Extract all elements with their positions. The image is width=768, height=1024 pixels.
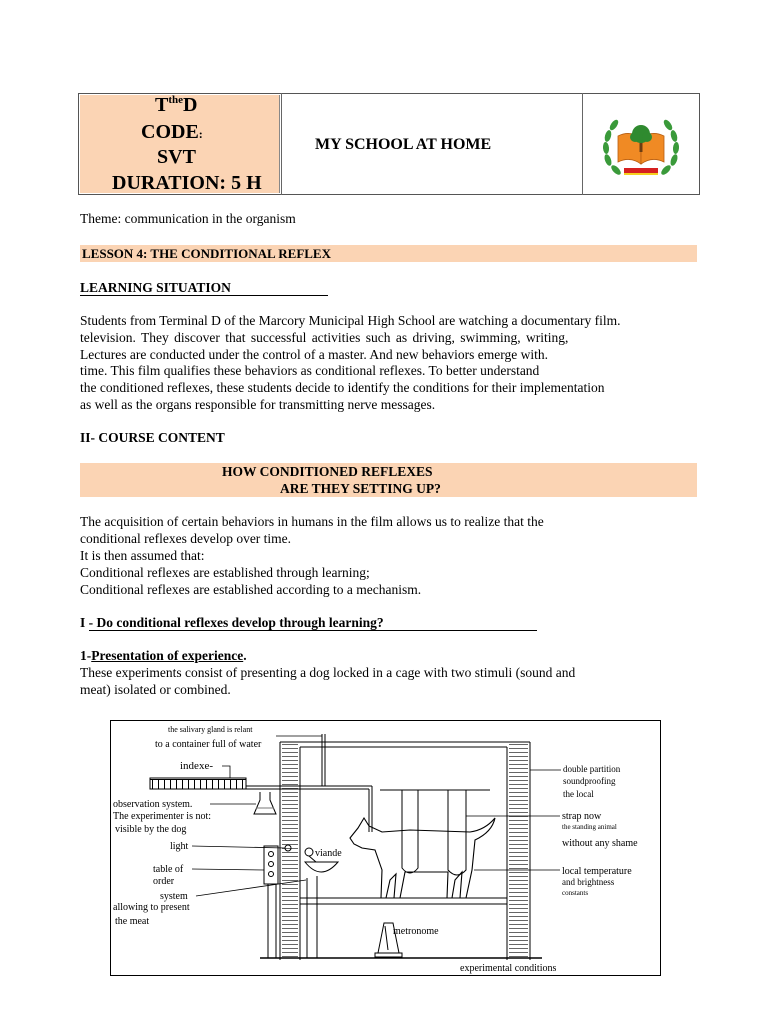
label-light: light [170, 841, 189, 852]
intro-line: Conditional reflexes are established according to a mechanism. [80, 582, 422, 597]
ceiling-beam [280, 742, 530, 747]
label-soundproofing: soundproofing [563, 776, 616, 786]
code-colon: : [198, 127, 203, 141]
subsection-1-heading [80, 647, 247, 664]
label-visible: visible by the dog [115, 824, 187, 835]
label-brightness: and brightness [562, 877, 615, 887]
experiment-line: meat) isolated or combined. [80, 682, 231, 697]
code-text: CODE [141, 121, 199, 143]
logo-ribbon [624, 168, 658, 173]
label-leader-lines [192, 736, 561, 896]
learning-situation-line: Students from Terminal D of the Marcory Municipal High School are watching a documentary film. [80, 313, 621, 328]
label-without-shame: without any shame [562, 838, 638, 849]
label-double-partition: double partition [563, 764, 621, 774]
label-salivary-gland: the salivary gland is relant [168, 725, 253, 734]
question-line-1: HOW CONDITIONED REFLEXES [222, 464, 433, 479]
intro-line: The acquisition of certain behaviors in humans in the film allows us to realize that the [80, 514, 544, 529]
intro-line: conditional reflexes develop over time. [80, 531, 292, 546]
duration-label: DURATION: 5 H [112, 172, 262, 194]
header-divider-2 [582, 93, 583, 195]
left-partition-wall [280, 742, 300, 960]
animal-platform [300, 898, 507, 904]
meat-presentation-system [264, 846, 338, 958]
lesson-banner [80, 245, 697, 262]
section-1-number: I [80, 615, 89, 630]
class-letter-d: D [183, 94, 198, 116]
lesson-title: LESSON 4: THE CONDITIONAL REFLEX [82, 246, 331, 261]
label-viande: viande [315, 848, 342, 859]
learning-situation-line: Lectures are conducted under the control of a master. And new behaviors emerge with. [80, 347, 548, 362]
learning-situation-heading-row [80, 279, 328, 296]
intro-line: It is then assumed that: [80, 548, 205, 563]
theme-line: Theme: communication in the organism [80, 211, 296, 226]
water-container [254, 792, 276, 814]
course-content-heading: II- COURSE CONTENT [80, 430, 225, 445]
label-observation-system: observation system. [113, 799, 193, 810]
learning-situation-line: the conditioned reflexes, these students decide to identify the conditions for their implementation [80, 380, 605, 395]
saliva-tube [246, 734, 372, 832]
class-letter-t: T [155, 94, 169, 116]
label-metronome: metronome [393, 926, 439, 937]
subsection-1-number: 1- [80, 648, 92, 663]
harness-straps [380, 790, 490, 875]
graduated-tube [150, 778, 246, 789]
subsection-1-period: . [243, 648, 247, 663]
page-title: MY SCHOOL AT HOME [315, 136, 492, 153]
label-standing-animal: the standing animal [562, 823, 617, 831]
ministry-logo [598, 108, 684, 188]
class-label [155, 94, 197, 116]
experiment-line: These experiments consist of presenting a dog locked in a cage with two stimuli (sound and [80, 665, 576, 680]
learning-situation-heading: LEARNING SITUATION [80, 280, 328, 296]
intro-line: Conditional reflexes are established through learning; [80, 565, 370, 580]
learning-situation-line: television. They discover that successful activities such as driving, swimming, writing, [80, 330, 569, 345]
section-1-title: - Do conditional reflexes develop through learning? [89, 615, 537, 631]
label-experimental-conditions: experimental conditions [460, 963, 557, 974]
label-local-temperature: local temperature [562, 866, 632, 877]
label-allowing: allowing to present [113, 902, 190, 913]
label-container: to a container full of water [155, 739, 262, 750]
logo-ribbon-stripe [624, 173, 658, 175]
label-system: system [160, 891, 188, 902]
section-1-heading [80, 614, 537, 631]
label-the-local: the local [563, 789, 594, 799]
learning-situation-line: time. This film qualifies these behaviors as conditional reflexes. To better understand [80, 363, 540, 378]
learning-situation-line: as well as the organs responsible for transmitting nerve messages. [80, 397, 436, 412]
label-experimenter: The experimenter is not: [113, 811, 212, 822]
right-partition-wall [507, 742, 530, 960]
label-order: order [153, 876, 175, 887]
subject-label: SVT [157, 146, 196, 168]
label-table-of: table of [153, 864, 184, 875]
label-indexe: indexe- [180, 760, 213, 772]
question-banner [80, 463, 697, 497]
label-the-meat: the meat [115, 916, 150, 927]
code-label [141, 121, 203, 145]
class-superscript: the [168, 94, 184, 106]
question-line-2: ARE THEY SETTING UP? [280, 481, 441, 496]
label-constants: constants [562, 889, 589, 897]
subsection-1-title: Presentation of experience [91, 648, 244, 663]
header-divider-1 [281, 93, 282, 195]
label-strap-now: strap now [562, 811, 602, 822]
experiment-diagram [110, 720, 661, 976]
